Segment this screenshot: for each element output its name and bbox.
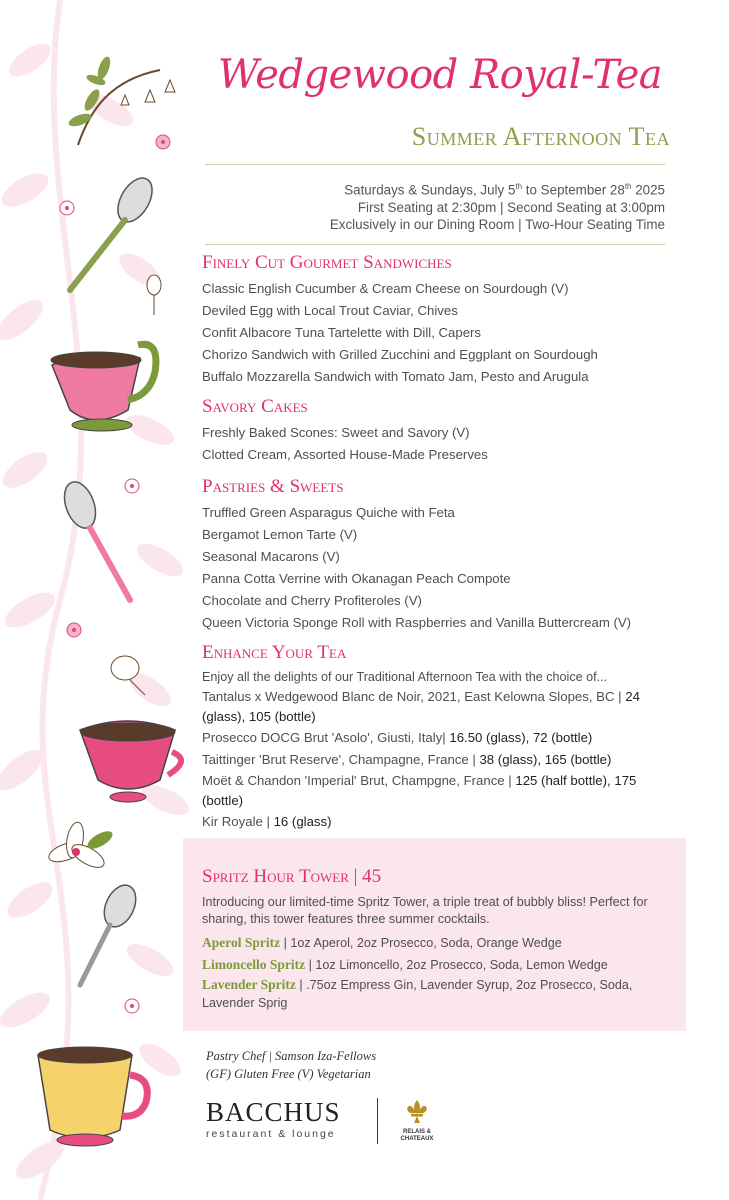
logo-wordmark: BACCHUS — [206, 1097, 341, 1127]
daisy-icon — [156, 135, 170, 149]
spoon-icon — [70, 172, 159, 290]
wine-price: 16 (glass) — [273, 814, 332, 829]
wine-item: Prosecco DOCG Brut 'Asolo', Giusti, Italy| 16.50 (glass), 72 (bottle) — [202, 730, 593, 745]
daisy-icon — [67, 623, 81, 637]
dining-room-note: Exclusively in our Dining Room | Two-Hour Seating Time — [329, 217, 665, 233]
bacchus-logo — [206, 1098, 341, 1140]
wine-price: 125 (half bottle), 175 (bottle) — [202, 773, 637, 808]
menu-item: Buffalo Mozzarella Sandwich with Tomato Jam, Pesto and Arugula — [202, 369, 589, 384]
section-spritz — [202, 866, 692, 1012]
divider — [205, 244, 665, 245]
credits — [206, 1047, 376, 1083]
teacup-icon — [51, 344, 156, 431]
wine-price: 24 (glass), 105 (bottle) — [202, 689, 640, 724]
wine-item: Moët & Chandon 'Imperial' Brut, Champgne, France | 125 (half bottle), 175 (bottle) — [202, 773, 637, 808]
divider — [205, 164, 665, 165]
section-enhance — [202, 642, 692, 833]
section-heading: Enhance Your Tea — [202, 642, 347, 663]
menu-item: Panna Cotta Verrine with Okanagan Peach Compote — [202, 571, 511, 586]
pastry-chef: Pastry Chef | Samson Iza-Fellows — [206, 1049, 377, 1063]
cocktail-item: Limoncello Spritz | 1oz Limoncello, 2oz Prosecco, Soda, Lemon Wedge — [202, 957, 608, 972]
menu-item: Chorizo Sandwich with Grilled Zucchini and Eggplant on Sourdough — [202, 347, 598, 362]
menu-item: Chocolate and Cherry Profiteroles (V) — [202, 593, 422, 608]
menu-item: Classic English Cucumber & Cream Cheese on Sourdough (V) — [202, 281, 569, 296]
seating-info — [205, 178, 665, 234]
magnolia-icon — [46, 821, 115, 872]
cocktail-name: Lavender Spritz — [202, 977, 296, 992]
section-heading: Savory Cakes — [202, 396, 308, 417]
menu-item: Bergamot Lemon Tarte (V) — [202, 527, 358, 542]
page-title: Wedgewood Royal-Tea — [217, 52, 663, 98]
flower-bud-icon — [147, 275, 161, 315]
menu-item: Freshly Baked Scones: Sweet and Savory (V) — [202, 425, 470, 440]
section-heading: Finely Cut Gourmet Sandwiches — [202, 252, 452, 273]
teacup-icon — [38, 1047, 147, 1146]
daisy-icon — [125, 999, 139, 1013]
dietary-legend: (GF) Gluten Free (V) Vegetarian — [206, 1067, 371, 1081]
background-vine-leaves — [0, 0, 193, 1200]
enhance-intro: Enjoy all the delights of our Traditional Afternoon Tea with the choice of... — [202, 670, 608, 684]
spritz-intro: Introducing our limited-time Spritz Tower, a triple treat of bubbly bliss! Perfect for sharing, this tower features three summer cocktails. — [202, 895, 648, 926]
menu-item: Seasonal Macarons (V) — [202, 549, 340, 564]
relais-chateaux-logo: RELAIS & CHATEAUX — [392, 1098, 442, 1143]
spoon-icon — [59, 478, 130, 600]
menu-item: Truffled Green Asparagus Quiche with Feta — [202, 505, 455, 520]
page-subtitle: Summer Afternoon Tea — [411, 122, 670, 151]
menu-item: Clotted Cream, Assorted House-Made Preserves — [202, 447, 488, 462]
cocktail-item: Aperol Spritz | 1oz Aperol, 2oz Prosecco, Soda, Orange Wedge — [202, 935, 562, 950]
menu-item: Deviled Egg with Local Trout Caviar, Chives — [202, 303, 458, 318]
logo-divider — [377, 1098, 378, 1144]
section-heading: Spritz Hour Tower | 45 — [202, 866, 382, 887]
cocktail-name: Aperol Spritz — [202, 935, 281, 950]
menu-item: Confit Albacore Tuna Tartelette with Dill, Capers — [202, 325, 482, 340]
section-savory-cakes — [202, 396, 692, 466]
daisy-icon — [60, 201, 74, 215]
wine-price: 16.50 (glass), 72 (bottle) — [449, 730, 593, 745]
section-pastries — [202, 476, 692, 634]
cocktail-name: Limoncello Spritz — [202, 957, 306, 972]
teacup-icon — [80, 721, 181, 802]
wine-price: 38 (glass), 165 (bottle) — [479, 752, 612, 767]
cocktail-item: Lavender Spritz | .75oz Empress Gin, Lavender Syrup, 2oz Prosecco, Soda, Lavender Sprig — [202, 977, 633, 1010]
dates-line: Saturdays & Sundays, July 5th to September 28th 2025 — [344, 182, 665, 198]
logo-tagline: restaurant & lounge — [206, 1128, 336, 1140]
spoon-icon — [80, 880, 142, 985]
seating-times: First Seating at 2:30pm | Second Seating at 3:00pm — [357, 199, 665, 215]
wine-item: Tantalus x Wedgewood Blanc de Noir, 2021, East Kelowna Slopes, BC | 24 (glass), 105 (bottle) — [202, 689, 640, 724]
flower-bud-icon — [111, 656, 145, 695]
daisy-icon — [125, 479, 139, 493]
section-sandwiches — [202, 252, 692, 388]
section-heading: Pastries & Sweets — [202, 476, 344, 497]
flower-branch-icon — [67, 55, 175, 145]
menu-item: Queen Victoria Sponge Roll with Raspberries and Vanilla Buttercream (V) — [202, 615, 632, 630]
fleur-de-lis-icon — [402, 1098, 432, 1124]
wine-item: Taittinger 'Brut Reserve', Champagne, France | 38 (glass), 165 (bottle) — [202, 752, 612, 767]
wine-item: Kir Royale | 16 (glass) — [202, 814, 332, 829]
